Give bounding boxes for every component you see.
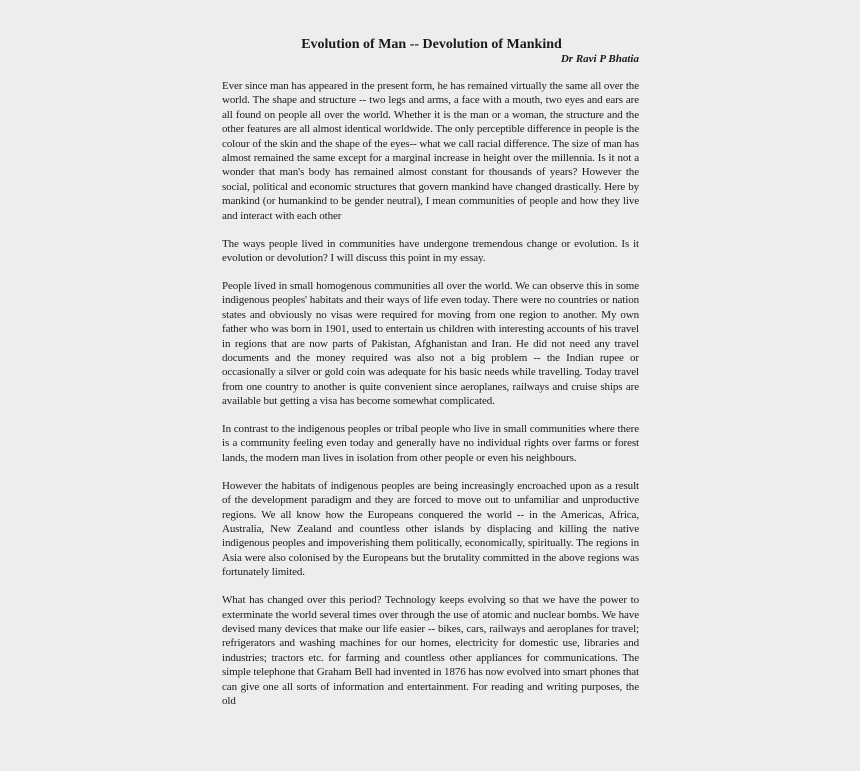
article-text [222, 79, 639, 708]
paragraph-1: Ever since man has appeared in the present form, he has remained virtually the same all over the world. The shape and structure -- two legs and arms, a face with a mouth, two eyes and ears are all found on people all over the world. Whether it is the man or a woman, the structure and the other features are all almost identical worldwide. The only perceptible difference in people is the colour of the skin and the shape of the eyes-- what we call racial difference. The size of man has almost remained the same except for a marginal increase in height over the millennia. Is it not a wonder that man's body has remained almost constant for thousands of years? However the social, political and economic structures that govern mankind have changed drastically. Here by mankind (or humankind to be gender neutral), I mean communities of people and how they live and interact with each other [222, 80, 639, 222]
document-body [222, 36, 639, 722]
paragraph-5: However the habitats of indigenous peoples are being increasingly encroached upon as a result of the development paradigm and they are forced to move out to unfamiliar and unproductive regions. We all know how the Europeans conquered the world -- in the Americas, Africa, Australia, New Zealand and countless other islands by displacing and killing the native indigenous peoples and impoverishing them politically, economically, spiritually. The regions in Asia were also colonised by the Europeans but the brutality committed in the above regions was fortunately limited. [222, 479, 639, 579]
document-author: Dr Ravi P Bhatia [560, 53, 639, 65]
document-title: Evolution of Man -- Devolution of Mankind [301, 37, 562, 52]
paragraph-4: In contrast to the indigenous peoples or tribal people who live in small communities where there is a community feeling even today and generally have no individual rights over farms or forest lands, the modern man lives in isolation from other people or even his neighbours. [222, 423, 639, 464]
paragraph-6: What has changed over this period? Technology keeps evolving so that we have the power to exterminate the world several times over through the use of atomic and nuclear bombs. We have devised many devices that make our life easier -- bikes, cars, railways and aeroplanes for travel; refrigerators and washing machines for our homes, electricity for domestic use, libraries and industries; tractors etc. for farming and countless other appliances for communications. The simple telephone that Graham Bell had invented in 1876 has now evolved into smart phones that can give one all sorts of information and entertainment. For reading and writing purposes, the old [222, 594, 639, 707]
paragraph-3: People lived in small homogenous communities all over the world. We can observe this in some indigenous peoples' habitats and their ways of life even today. There were no countries or nation states and obviously no visas were required for moving from one region to another. My own father who was born in 1901, used to entertain us children with interesting accounts of his travel in regions that are now parts of Pakistan, Afghanistan and Iran. He did not need any travel documents and the money required was also not a big problem -- the Indian rupee or occasionally a silver or gold coin was adequate for his basic needs while travelling. Today travel from one country to another is quite convenient since aeroplanes, railways and cruise ships are available but getting a visa has become somewhat complicated. [222, 279, 639, 408]
paragraph-2: The ways people lived in communities have undergone tremendous change or evolution. Is it evolution or devolution? I will discuss this point in my essay. [222, 237, 639, 264]
